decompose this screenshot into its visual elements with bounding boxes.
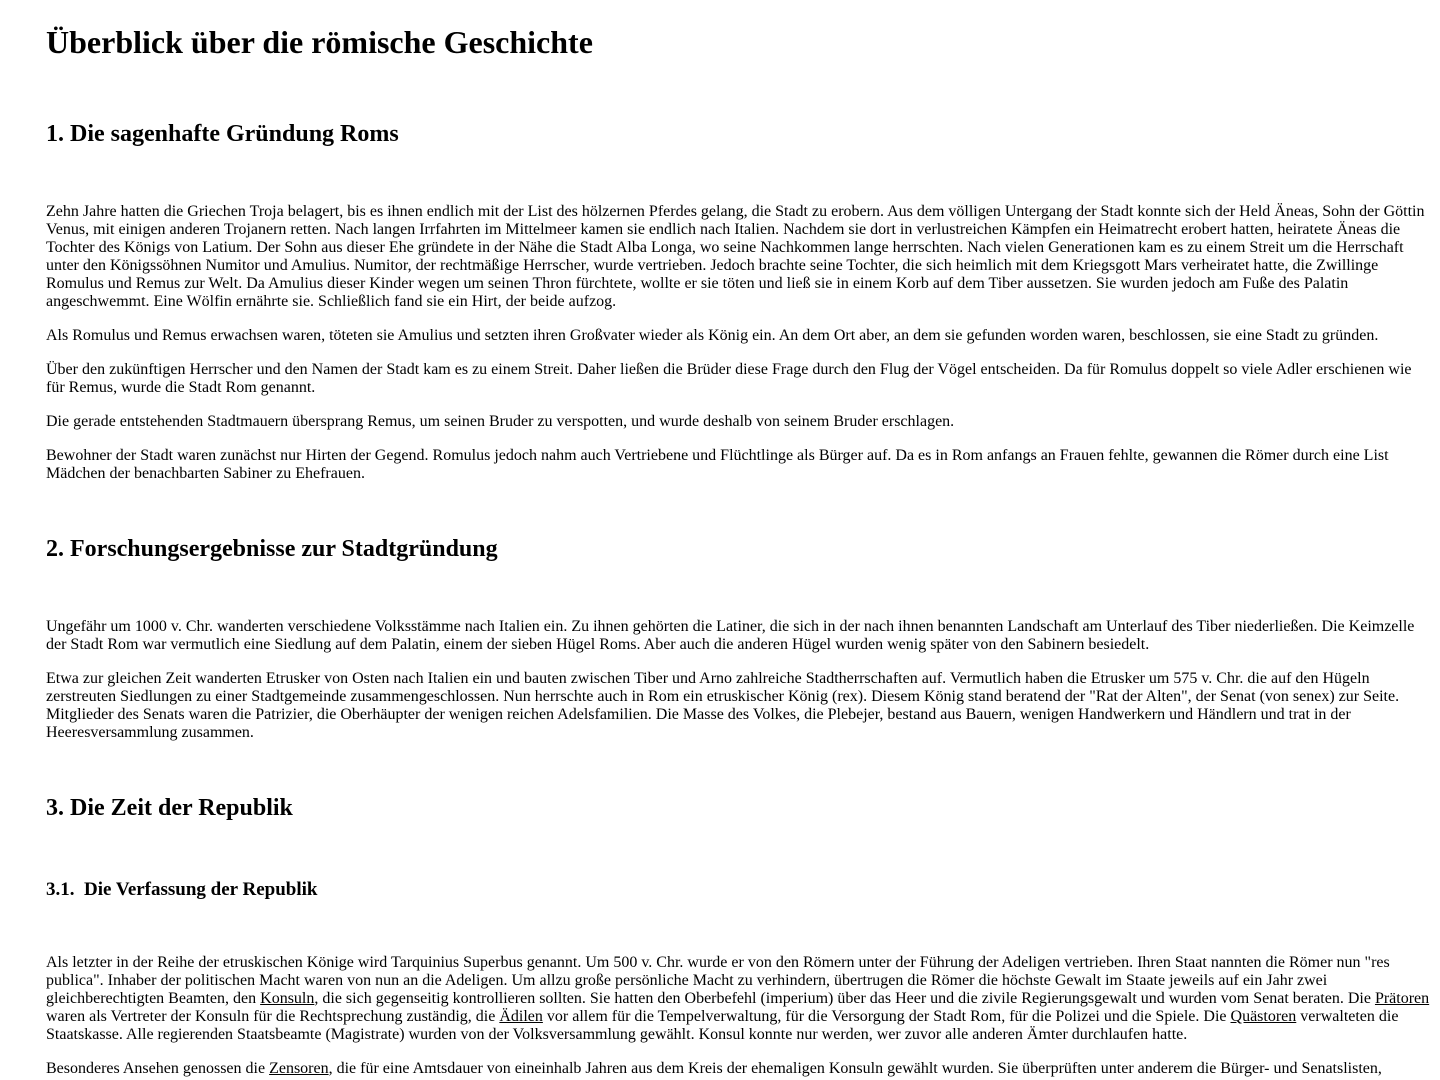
section-heading-2: 2. Forschungsergebnisse zur Stadtgründung: [46, 536, 498, 562]
section-heading-3: 3. Die Zeit der Republik: [46, 795, 293, 821]
paragraph: Die gerade entstehenden Stadtmauern übersprang Remus, um seinen Bruder zu verspotten, und wurde deshalb von seinem Bruder erschlagen.: [46, 413, 955, 430]
text-run: Besonderes Ansehen genossen die: [46, 1060, 270, 1077]
text-run: vor allem für die Tempelverwaltung, für die Versorgung der Stadt Rom, für die Polizei und die Spiele. Die: [542, 1008, 1231, 1025]
paragraph: [46, 1060, 1434, 1078]
paragraph: Ungefähr um 1000 v. Chr. wanderten verschiedene Volksstämme nach Italien ein. Zu ihnen gehörten die Latiner, die sich in der nach ihnen benannten Landschaft am Unterlauf des Tiber niederließen. Die Keimzelle der Stadt Rom war vermutlich eine Siedlung auf dem Palatin, einem der sieben Hügel Roms. Aber auch die anderen Hügel wurden wenig später von den Sabinern besiedelt.: [46, 618, 1415, 653]
paragraph: Etwa zur gleichen Zeit wanderten Etrusker von Osten nach Italien ein und bauten zwischen Tiber und Arno zahlreiche Stadtherrschaften auf. Vermutlich haben die Etrusker um 575 v. Chr. die auf den Hügeln zerstreuten Siedlungen zu einer Stadtgemeinde zusammengeschlossen. Nun herrschte auch in Rom ein etruskischer König (rex). Diesem König stand beratend der "Rat der Alten", der Senat (von senex) zur Seite. Mitglieder des Senats waren die Patrizier, die Oberhäupter der wenigen reichen Adelsfamilien. Die Masse des Volkes, die Plebejer, bestand aus Bauern, wenigen Handwerkern und Händlern und trat in der Heeresversammlung zusammen.: [46, 670, 1400, 741]
paragraph: Über den zukünftigen Herrscher und den Namen der Stadt kam es zu einem Streit. Daher ließen die Brüder diese Frage durch den Flug der Vögel entscheiden. Da für Romulus doppelt so viele Adler erschienen wie für Remus, wurde die Stadt Rom genannt.: [46, 361, 1412, 396]
paragraph: Bewohner der Stadt waren zunächst nur Hirten der Gegend. Romulus jedoch nahm auch Vertriebene und Flüchtlinge als Bürger auf. Da es in Rom anfangs an Frauen fehlte, gewannen die Römer durch eine List Mädchen der benachbarten Sabiner zu Ehefrauen.: [46, 447, 1389, 482]
link-aedilen[interactable]: Ädilen: [499, 1008, 543, 1025]
paragraph: Als Romulus und Remus erwachsen waren, töteten sie Amulius und setzten ihren Großvater wieder als König ein. An dem Ort aber, an dem sie gefunden worden waren, beschlossen, sie eine Stadt zu gründen.: [46, 327, 1379, 344]
subsection-heading-3-1: 3.1. Die Verfassung der Republik: [46, 879, 318, 900]
link-quaestoren[interactable]: Quästoren: [1230, 1008, 1297, 1025]
link-konsuln[interactable]: Konsuln: [260, 990, 315, 1007]
text-run: waren als Vertreter der Konsuln für die Rechtsprechung zuständig, die: [46, 1008, 500, 1025]
paragraph: Zehn Jahre hatten die Griechen Troja belagert, bis es ihnen endlich mit der List des hölzernen Pferdes gelang, die Stadt zu erobern. Aus dem völligen Untergang der Stadt konnte sich der Held Äneas, Sohn der Göttin Venus, mit einigen anderen Trojanern retten. Nach langen Irrfahrten im Mittelmeer kamen sie endlich nach Italien. Nachdem sie dort in verlustreichen Kämpfen ein Heimatrecht erobert hatten, heiratete Äneas die Tochter des Königs von Latium. Der Sohn aus dieser Ehe gründete in der Nähe die Stadt Alba Longa, wo seine Nachkommen lange herrschten. Nach vielen Generationen kam es zu einem Streit um die Herrschaft unter den Königssöhnen Numitor und Amulius. Numitor, der rechtmäßige Herrscher, wurde vertrieben. Jedoch brachte seine Tochter, die sich heimlich mit dem Kriegsgott Mars verheiratet hatte, die Zwillinge Romulus und Remus zur Welt. Da Amulius dieser Kinder wegen um seinen Thron fürchtete, wollte er sie töten und ließ sie in einem Korb auf dem Tiber aussetzen. Sie wurden jedoch am Fuße des Palatin angeschwemmt. Eine Wölfin ernährte sie. Schließlich fand sie ein Hirt, der beide aufzog.: [46, 203, 1425, 310]
section-heading-1: 1. Die sagenhafte Gründung Roms: [46, 121, 399, 147]
link-zensoren[interactable]: Zensoren: [269, 1060, 329, 1077]
paragraph: [46, 954, 1434, 1044]
text-run: , die für eine Amtsdauer von eineinhalb Jahren aus dem Kreis der ehemaligen Konsuln gewählt wurden. Sie überprüften unter anderem die Bürger- und Senatslisten,: [328, 1060, 1382, 1077]
text-run: Als letzter in der Reihe der etruskischen Könige wird Tarquinius Superbus genannt. Um 500 v. Chr. wurde er von den Römern unter der Führung der Adeligen vertrieben. Ihren Staat nannten die Römer nun "res publica". Inhaber der politischen Macht waren von nun an die Adeligen. Um allzu große persönliche Macht zu verhindern, übertrugen die Römer die höchste Gewalt im Staate jeweils auf ein Jahr zwei gleichberechtigten Beamten, den: [46, 954, 1390, 1007]
link-praetoren[interactable]: Prätoren: [1374, 990, 1430, 1007]
text-run: verwalteten die Staatskasse. Alle regierenden Staatsbeamte (Magistrate) wurden von der Volksversammlung gewählt. Konsul konnte nur werden, wer zuvor alle anderen Ämter durchlaufen hatte.: [46, 1008, 1399, 1043]
page-title: Überblick über die römische Geschichte: [46, 24, 593, 60]
text-run: , die sich gegenseitig kontrollieren sollten. Sie hatten den Oberbefehl (imperium) über das Heer und die zivile Regierungsgewalt und wurden vom Senat beraten. Die: [314, 990, 1375, 1007]
